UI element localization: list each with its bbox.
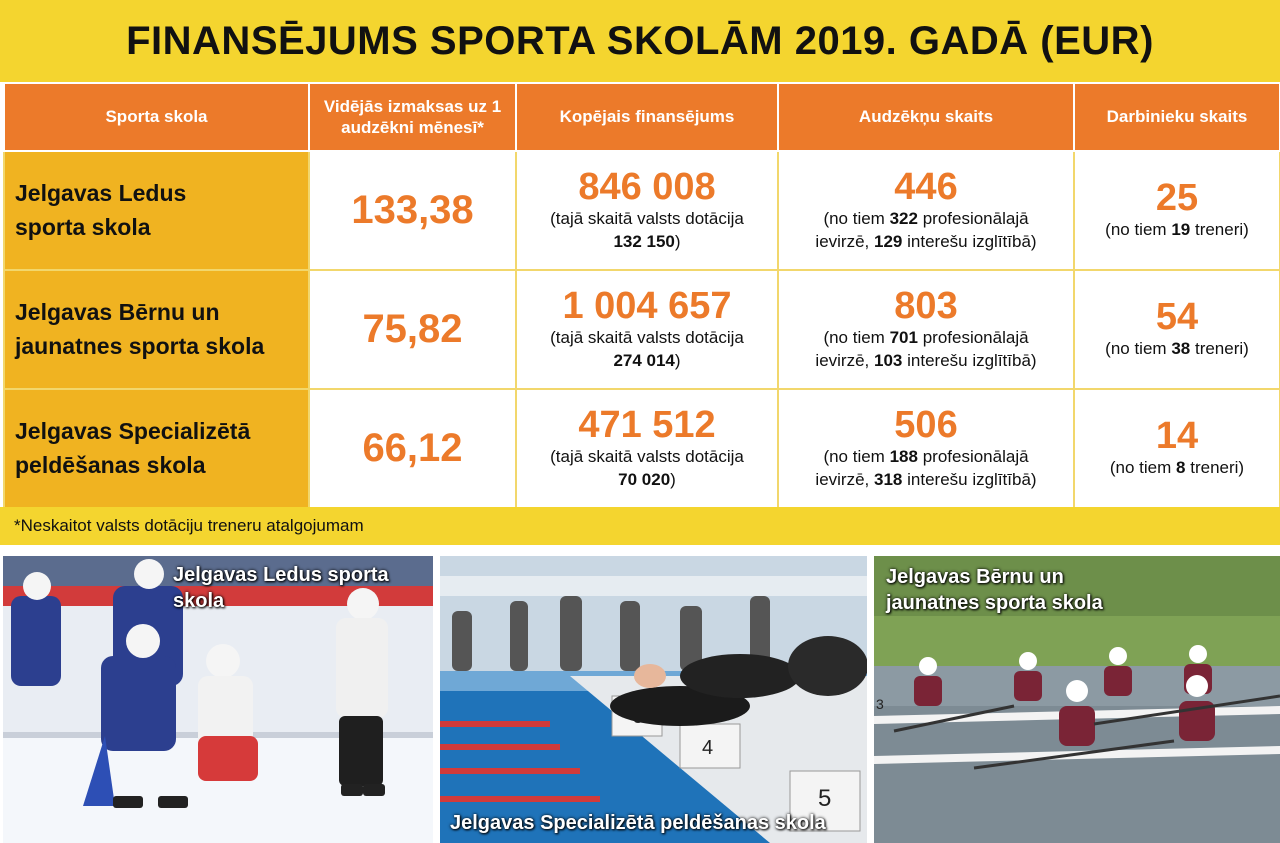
state-grant-note: (tajā skaitā valsts dotācija 132 150)	[550, 209, 744, 251]
students-breakdown: (no tiem 701 profesionālajā ievirzē, 103 interešu izglītībā)	[815, 328, 1037, 370]
table-header-row	[4, 83, 1280, 151]
staff-cell	[1074, 270, 1280, 389]
table-row	[4, 389, 1280, 508]
school-name	[4, 270, 309, 389]
total-funding-value: 846 008	[578, 166, 716, 209]
staff-cell	[1074, 151, 1280, 270]
staff-value: 54	[1155, 296, 1199, 339]
header-students: Audzēkņu skaits	[778, 83, 1074, 151]
photo-caption-ice: Jelgavas Ledus sporta skola	[173, 564, 389, 612]
school-name-line1: Jelgavas Bērnu un	[15, 299, 220, 326]
avg-cost-cell	[309, 270, 516, 389]
photo-caption-swim: Jelgavas Specializētā peldēšanas skola	[450, 812, 826, 834]
photo-rowing	[874, 556, 1280, 843]
school-name-line1: Jelgavas Ledus	[15, 180, 187, 207]
staff-breakdown: (no tiem 38 treneri)	[1105, 339, 1249, 359]
page-title: FINANSĒJUMS SPORTA SKOLĀM 2019. GADĀ (EUR)	[126, 18, 1154, 63]
students-cell	[778, 389, 1074, 508]
photo-caption-rowing-line2: jaunatnes sporta skola	[886, 592, 1103, 614]
students-value: 506	[894, 404, 958, 447]
header-total-funding: Kopējais finansējums	[516, 83, 778, 151]
students-value: 803	[894, 285, 958, 328]
avg-cost-value: 66,12	[362, 426, 463, 470]
boat-number: 3	[876, 696, 884, 712]
staff-breakdown: (no tiem 8 treneri)	[1109, 458, 1245, 478]
state-grant-note: (tajā skaitā valsts dotācija 70 020)	[550, 447, 744, 489]
photo-ice-hockey	[3, 556, 433, 843]
state-grant-note: (tajā skaitā valsts dotācija 274 014)	[550, 328, 744, 370]
students-breakdown: (no tiem 322 profesionālajā ievirzē, 129 interešu izglītībā)	[815, 209, 1037, 251]
school-name-line2: sporta skola	[15, 213, 151, 240]
avg-cost-cell	[309, 389, 516, 508]
footnote-banner	[0, 507, 1280, 545]
school-name	[4, 151, 309, 270]
total-funding-cell	[516, 389, 778, 508]
students-cell	[778, 151, 1074, 270]
table-row	[4, 270, 1280, 389]
funding-table	[3, 82, 1280, 509]
students-breakdown: (no tiem 188 profesionālajā ievirzē, 318 interešu izglītībā)	[815, 447, 1037, 489]
school-name	[4, 389, 309, 508]
students-value: 446	[894, 166, 958, 209]
header-staff: Darbinieku skaits	[1074, 83, 1280, 151]
photo-caption-rowing-line1: Jelgavas Bērnu un	[886, 566, 1064, 588]
avg-cost-value: 75,82	[362, 307, 463, 351]
avg-cost-cell	[309, 151, 516, 270]
students-cell	[778, 270, 1074, 389]
total-funding-value: 1 004 657	[562, 285, 732, 328]
photo-caption-rowing	[886, 564, 1103, 616]
total-funding-cell	[516, 151, 778, 270]
staff-value: 14	[1155, 415, 1199, 458]
photo-swimming	[440, 556, 867, 843]
table-row	[4, 151, 1280, 270]
title-banner	[0, 0, 1280, 82]
school-name-line2: jaunatnes sporta skola	[15, 332, 265, 359]
header-avg-cost: Vidējās izmaksas uz 1 audzēkni mēnesī*	[309, 83, 516, 151]
total-funding-value: 471 512	[578, 404, 716, 447]
swimming-illustration	[440, 556, 867, 843]
staff-cell	[1074, 389, 1280, 508]
header-school: Sporta skola	[4, 83, 309, 151]
lane-number: 4	[702, 737, 714, 759]
staff-value: 25	[1155, 177, 1199, 220]
school-name-line2: peldēšanas skola	[15, 451, 206, 478]
avg-cost-value: 133,38	[351, 188, 474, 232]
total-funding-cell	[516, 270, 778, 389]
staff-breakdown: (no tiem 19 treneri)	[1105, 220, 1249, 240]
footnote: *Neskaitot valsts dotāciju treneru atalgojumam	[14, 516, 364, 535]
school-name-line1: Jelgavas Specializētā	[15, 418, 251, 445]
lane-number: 5	[818, 785, 832, 812]
